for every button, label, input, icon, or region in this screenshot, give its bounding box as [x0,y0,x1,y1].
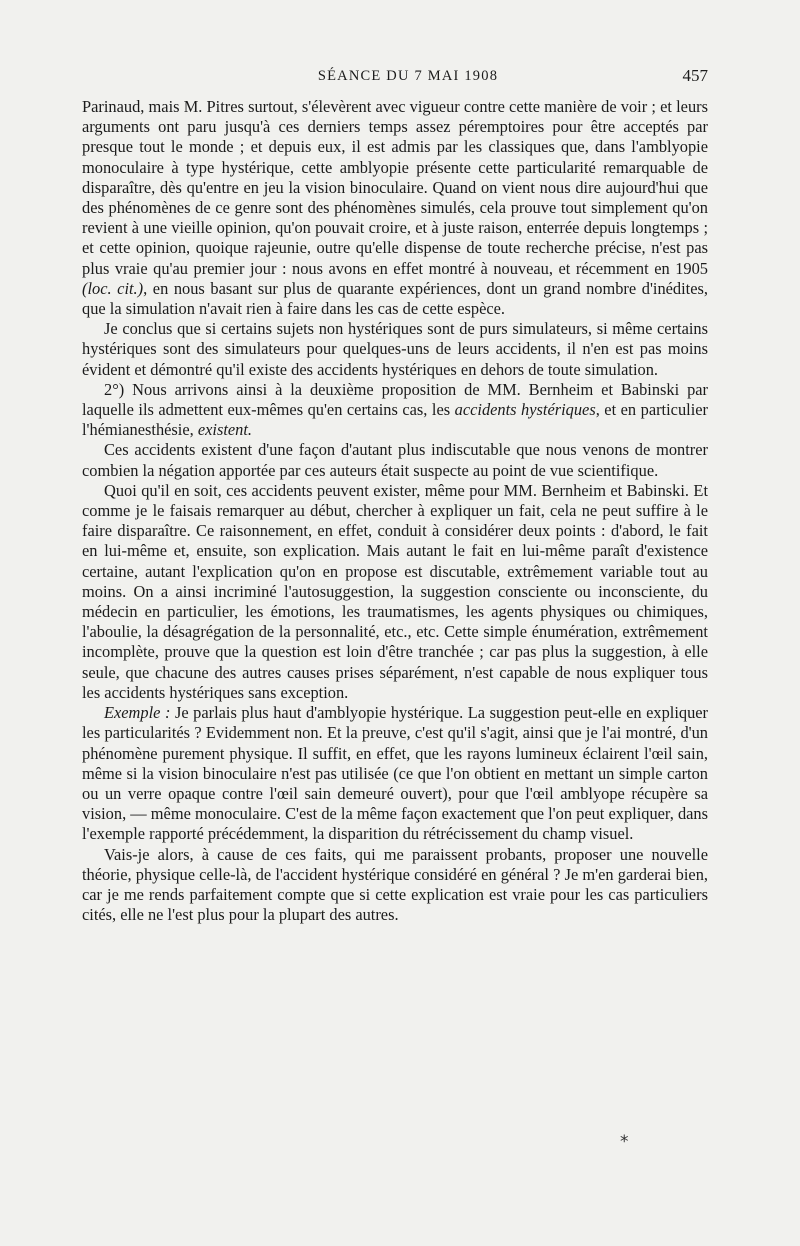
paragraph-2: Je conclus que si certains sujets non hystériques sont de purs simulateurs, si même certains hystériques sont des simulateurs pour quelques-uns de leurs accidents, il n'en est pas moins évident et démontré qu'il existe des accidents hystériques en dehors de toute simulation. [82,319,708,379]
section-separator: * [620,1132,629,1152]
paragraph-3-text: 2°) Nous arrivons ainsi à la deuxième proposition de MM. Bernheim et Babinski par laquelle ils admettent eux-mêmes qu'en certains cas, les [82,379,708,420]
paragraph-4: Ces accidents existent d'une façon d'autant plus indiscutable que nous venons de montrer combien la négation apportée par ces auteurs était suspecte au point de vue scientifique. [82,440,708,480]
paragraph-6 [82,703,708,844]
paragraph-7: Vais-je alors, à cause de ces faits, qui me paraissent probants, proposer une nouvelle théorie, physique celle-là, de l'accident hystérique considéré en général ? Je m'en garderai bien, car je me rends parfaitement compte que si cette explication est vraie pour les cas particuliers cités, elle ne l'est plus pour la plupart des autres. [82,844,708,925]
citation: (loc. cit.) [82,278,144,298]
paragraph-3 [82,380,708,441]
paragraph-1-text-after: , en nous basant sur plus de quarante expériences, dont un grand nombre d'inédites, que la simulation n'avait rien à faire dans les cas de cette espèce. [82,278,708,319]
paragraph-1 [82,97,708,319]
emphasis-accidents: accidents hystériques [454,400,596,420]
body-text [82,97,708,925]
running-title: SÉANCE DU 7 MAI 1908 [317,68,499,84]
emphasis-existent: existent. [197,420,253,440]
paragraph-5: Quoi qu'il en soit, ces accidents peuvent exister, même pour MM. Bernheim et Babinski. Et comme je le faisais remarquer au début, chercher à expliquer un fait, cela ne peut suffire à le faire disparaître. Ce raisonnement, en effet, conduit à considérer deux points : d'abord, le fait en lui-même et, ensuite, son explication. Mais autant le fait en lui-même paraît d'existence certaine, autant l'explication qu'on en propose est discutable, extrêmement variable tout au moins. On a ainsi incriminé l'autosuggestion, la suggestion consciente ou inconsciente, du médecin en particulier, les émotions, les traumatismes, les agents physiques ou chimiques, l'aboulie, la désagrégation de la personnalité, etc., etc. Cette simple énumération, extrêmement incomplète, prouve que la question est loin d'être tranchée ; car pas plus la suggestion, à elle seule, que chacune des autres causes prises séparément, n'est capable de nous expliquer tous les accidents hystériques sans exception. [82,480,708,702]
paragraph-3-mid: , et en particulier l'hémianesthésie, [82,400,708,440]
paragraph-6-text: Je parlais plus haut d'amblyopie hystérique. La suggestion peut-elle en expliquer les particularités ? Evidemment non. Et la preuve, c'est qu'il s'agit, ainsi que je l'ai montré, d'un phénomène purement physique. Il suffit, en effet, que les rayons lumineux éclairent l'œil sain, même si la vision binoculaire n'est pas utilisée (ce que l'on obtient en mettant un simple carton ou un verre opaque contre l'œil sain demeuré ouvert), pour que l'œil amblyope récupère sa vision, — même monoculaire. C'est de la même façon exactement que l'on peut expliquer, dans l'exemple rapporté précédemment, la disparition du rétrécissement du champ visuel. [82,703,708,844]
page-number: 457 [682,66,708,85]
paragraph-1-text: Parinaud, mais M. Pitres surtout, s'élevèrent avec vigueur contre cette manière de voir ; et leurs arguments ont paru jusqu'à ces derniers temps assez péremptoires pour être acceptés par presque tout le monde ; et depuis eux, il est admis par les classiques que, dans l'amblyopie monoculaire à type hystérique, cette amblyopie présente cette particularité remarquable de disparaître, dès qu'entre en jeu la vision binoculaire. Quand on vient nous dire aujourd'hui que des phénomènes de ce genre sont des phénomènes simulés, cela prouve tout simplement qu'on revient à une vieille opinion, qu'on pouvait croire, et à juste raison, enterrée depuis longtemps ; et cette opinion, quoique rajeunie, outre qu'elle dispense de toute recherche précise, n'est pas plus vraie qu'au premier jour : nous avons en effet montré à nouveau, et récemment en 1905 [82,97,708,278]
page-header [108,66,708,88]
example-lead: Exemple : [104,703,171,723]
